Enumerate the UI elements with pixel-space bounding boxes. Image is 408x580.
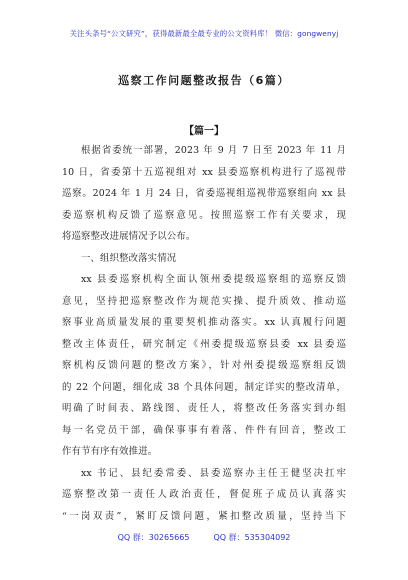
paragraph-line: 察机构反馈问题的整改方案》，针对州委提级巡察组反馈 xyxy=(62,360,346,371)
paragraph-line: 察事业高质量发展的重要契机推动落实。xx 认真履行问题 xyxy=(62,317,346,328)
subheading-line: 一、组织整改落实情况 xyxy=(81,252,177,264)
qq-group-1: QQ 群：30265665 xyxy=(117,533,190,542)
document-title: 巡察工作问题整改报告（6篇） xyxy=(118,74,290,87)
paragraph-line: 的 22 个问题，细化成 38 个具体问题，制定详实的整改清单， xyxy=(62,381,346,393)
paragraph-line: 巡察。2024 年 1 月 24 日，省委巡视组巡视带巡察组向 xx 县 xyxy=(62,188,346,199)
paragraph-line: 每一名党员干部，确保事事有着落、件件有回音，整改工 xyxy=(62,424,346,436)
paragraph-line: 将巡察整改进展情况予以公布。 xyxy=(62,231,196,242)
paragraph-line: 巡察整改第一责任人政治责任，督促班子成员认真落实 xyxy=(62,489,346,500)
paragraph-line: 明确了时间表、路线图、责任人，将整改任务落实到办组 xyxy=(62,403,346,414)
paragraph-line: 委巡察机构反馈了巡察意见。按照巡察工作有关要求，现 xyxy=(62,209,346,221)
paragraph-line: “一岗双责”，紧盯反馈问题，紧扣整改质量，坚持当下 xyxy=(62,510,346,522)
paragraph-line: 整改主体责任，研究制定《州委提级巡察县委 xx 县委巡 xyxy=(62,338,346,350)
paragraph-line: 根据省委统一部署，2023 年 9 月 7 日至 2023 年 11 月 xyxy=(81,145,346,156)
paragraph-line: 意见，坚持把巡察整改作为规范实操、提升质效、推动巡 xyxy=(62,295,346,307)
header-banner: 关注头条号“公文研究”，获得最新最全最专业的公文资料库！ 微信：gongwenyj xyxy=(69,29,339,38)
qq-group-2: QQ 群：535304092 xyxy=(213,533,291,542)
footer-contact xyxy=(0,532,408,543)
paragraph-line: 作有节有序有效推进。 xyxy=(62,446,158,457)
section-heading: 【篇一】 xyxy=(184,126,224,137)
paragraph-line: 10 日，省委第十五巡视组对 xx 县委巡察机构进行了巡视带 xyxy=(62,166,346,178)
body-text xyxy=(62,140,346,527)
paragraph-line: xx 县委巡察机构全面认领州委提级巡察组的巡察反馈 xyxy=(81,274,346,285)
paragraph-line: xx 书记、县纪委常委、县委巡察办主任王健坚决扛牢 xyxy=(81,467,346,479)
